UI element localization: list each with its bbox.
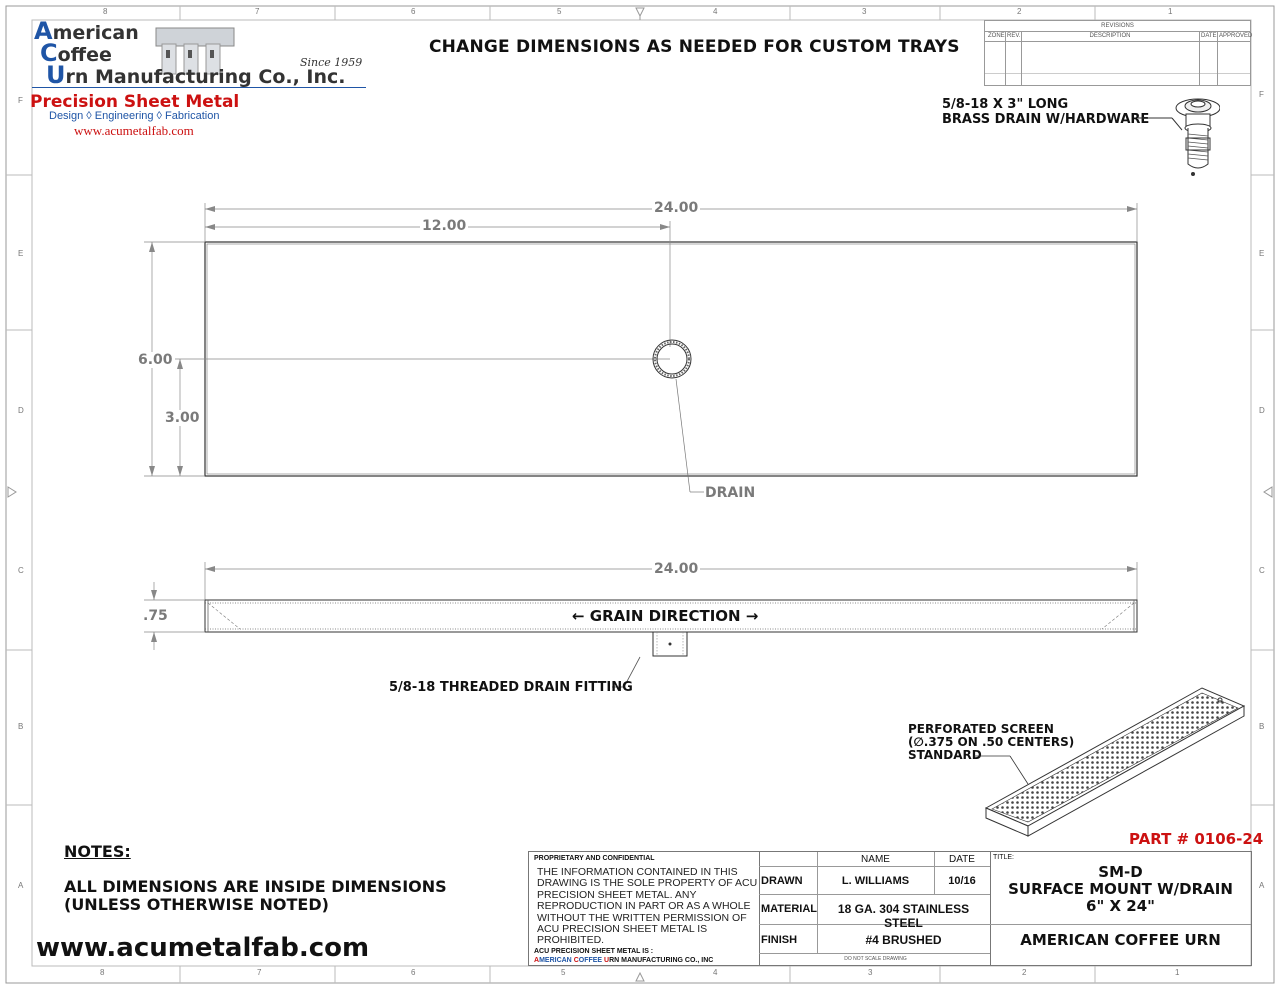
grid-label-top-1: 1 [1168, 7, 1173, 16]
revisions-header-zone: ZONE [988, 33, 1005, 39]
website-url[interactable]: www.acumetalfab.com [36, 933, 370, 963]
grid-label-right-e: E [1259, 249, 1265, 258]
grid-label-right-a: A [1259, 881, 1265, 890]
drawn-label: DRAWN [761, 875, 803, 887]
grid-label-left-d: D [18, 406, 24, 415]
grain-direction-label: ← GRAIN DIRECTION → [572, 607, 759, 625]
acu-line-company: AMERICAN COFFEE URN MANUFACTURING CO., INC [534, 957, 714, 964]
title-label: TITLE: [993, 854, 1015, 861]
drain-fitting-label: 5/8-18 THREADED DRAIN FITTING [389, 680, 633, 695]
title-block [528, 851, 1252, 966]
title-line2: SURFACE MOUNT W/DRAIN [1008, 880, 1233, 898]
notes-heading: NOTES: [64, 842, 131, 861]
dimension-half-length: 12.00 [422, 218, 467, 234]
grid-label-top-2: 2 [1017, 7, 1022, 16]
revisions-header-approved: APPROVED [1219, 33, 1253, 39]
grid-label-left-b: B [18, 722, 24, 731]
notes-line2: (UNLESS OTHERWISE NOTED) [64, 895, 329, 914]
grid-label-right-c: C [1259, 566, 1265, 575]
finish-value: #4 BRUSHED [865, 933, 942, 947]
title-line3: 6" X 24" [1086, 897, 1155, 915]
revisions-header-date: DATE [1201, 33, 1217, 39]
logo-line-american: American [34, 17, 139, 45]
top-view-drawing [130, 195, 1160, 500]
title-line1: SM-D [1098, 863, 1143, 881]
screen-label-line3: STANDARD [908, 748, 982, 762]
grid-label-bottom-5: 5 [561, 968, 566, 977]
grid-label-bottom-1: 1 [1175, 968, 1180, 977]
grid-label-bottom-6: 6 [411, 968, 416, 977]
material-label: MATERIAL [761, 903, 818, 915]
grid-label-left-a: A [18, 881, 24, 890]
grid-label-top-3: 3 [862, 7, 867, 16]
proprietary-text: THE INFORMATION CONTAINED IN THIS DRAWING IS THE SOLE PROPERTY OF ACU PRECISION SHEET METAL. ANY REPRODUCTION IN PART OR AS A WHOLE WITHOUT THE WRITTEN PERMISSION OF ACU PRECISION SHEET METAL IS PROHIBITED. [537, 866, 758, 947]
proprietary-heading: PROPRIETARY AND CONFIDENTIAL [534, 855, 655, 862]
do-not-scale-note: DO NOT SCALE DRAWING [844, 956, 907, 962]
grid-label-bottom-8: 8 [100, 968, 105, 977]
revisions-header-description: DESCRIPTION [1089, 33, 1131, 39]
notes-line1: ALL DIMENSIONS ARE INSIDE DIMENSIONS [64, 877, 447, 896]
drain-hardware-label-line2: BRASS DRAIN W/HARDWARE [942, 112, 1150, 127]
grid-label-bottom-7: 7 [257, 968, 262, 977]
logo-division: Precision Sheet Metal [30, 92, 240, 112]
material-value: 18 GA. 304 STAINLESS STEEL [837, 902, 970, 930]
grid-label-right-d: D [1259, 406, 1265, 415]
acu-line-prefix: ACU PRECISION SHEET METAL IS : [534, 948, 654, 955]
screen-label-line1: PERFORATED SCREEN [908, 722, 1054, 736]
logo-line-coffee: Coffee [40, 39, 112, 67]
brass-drain-icon [1130, 94, 1220, 186]
grid-label-top-7: 7 [255, 7, 260, 16]
customer-name: AMERICAN COFFEE URN [1020, 931, 1221, 949]
revisions-title: REVISIONS [1101, 23, 1134, 29]
logo-url[interactable]: www.acumetalfab.com [74, 123, 194, 138]
grid-label-left-f: F [18, 96, 23, 105]
date-column-heading: DATE [949, 854, 975, 865]
grid-label-right-b: B [1259, 722, 1265, 731]
dimension-height: .75 [143, 608, 168, 624]
dimension-length-side: 24.00 [654, 561, 699, 577]
drawing-heading: CHANGE DIMENSIONS AS NEEDED FOR CUSTOM TRAYS [429, 37, 960, 57]
finish-label: FINISH [761, 934, 798, 946]
grid-label-bottom-3: 3 [868, 968, 873, 977]
grid-label-bottom-4: 4 [713, 968, 718, 977]
grid-label-bottom-2: 2 [1022, 968, 1027, 977]
dimension-width: 6.00 [138, 352, 173, 368]
grid-label-top-6: 6 [411, 7, 416, 16]
logo-since: Since 1959 [300, 56, 363, 69]
drain-hardware-label-line1: 5/8-18 X 3" LONG [942, 97, 1069, 112]
grid-label-left-c: C [18, 566, 24, 575]
screen-label-line2: (∅.375 ON .50 CENTERS) [908, 735, 1075, 749]
grid-label-left-e: E [18, 249, 24, 258]
logo-services: Design ◊ Engineering ◊ Fabrication [49, 110, 220, 122]
drawn-name: L. WILLIAMS [841, 875, 910, 887]
revisions-table [984, 20, 1251, 86]
dimension-half-width: 3.00 [165, 410, 200, 426]
grid-label-right-f: F [1259, 90, 1264, 99]
logo-line-urn: Urn Manufacturing Co., Inc. [46, 61, 346, 89]
grid-label-top-4: 4 [713, 7, 718, 16]
drawn-date: 10/16 [948, 875, 976, 887]
drain-label: DRAIN [705, 485, 756, 501]
dimension-length-top: 24.00 [654, 200, 699, 216]
name-column-heading: NAME [861, 854, 890, 865]
grid-label-top-8: 8 [103, 7, 108, 16]
revisions-header-rev: REV. [1007, 33, 1021, 39]
company-logo [30, 17, 372, 140]
perforated-screen-isometric [970, 680, 1250, 850]
grid-label-top-5: 5 [557, 7, 562, 16]
part-number: PART # 0106-24 [1129, 830, 1264, 848]
